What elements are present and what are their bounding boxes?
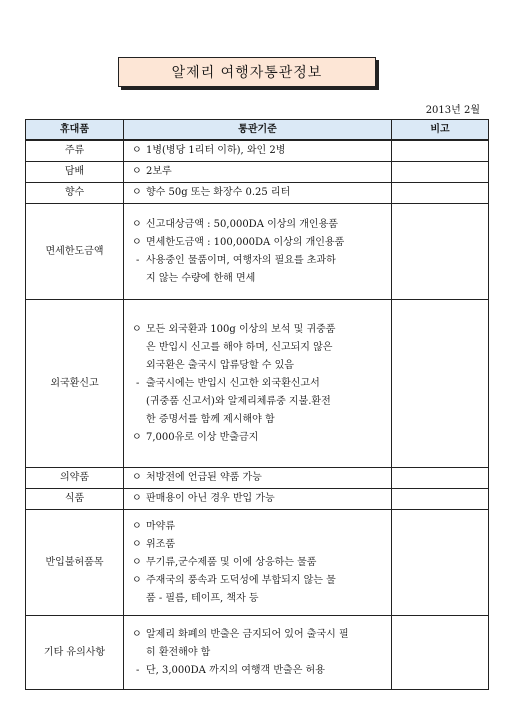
standard-line [130, 662, 387, 680]
standard-line [130, 590, 387, 608]
row-remarks [392, 140, 489, 162]
standard-line [130, 375, 387, 393]
standard-line [130, 554, 387, 572]
line-text: 한 증명서를 함께 제시해야 함 [146, 413, 275, 425]
row-remarks [392, 183, 489, 204]
row-category: 면세한도금액 [26, 204, 124, 300]
line-text: 모든 외국환과 100g 이상의 보석 및 귀중품 [146, 323, 336, 335]
bullet-marker: ㅇ [132, 218, 142, 230]
standard-line [130, 644, 387, 662]
row-category: 기타 유의사항 [26, 616, 124, 690]
row-category: 주류 [26, 140, 124, 162]
row-standard [124, 510, 392, 616]
standard-line [130, 393, 387, 411]
line-text: 판매용이 아닌 경우 반입 가능 [146, 493, 275, 504]
standard-line [130, 321, 387, 339]
line-text: 향수 50g 또는 화장수 0.25 리터 [146, 187, 291, 198]
document-title [118, 57, 376, 87]
line-text: 지 않는 수량에 한해 면세 [146, 272, 256, 284]
table-row [26, 616, 489, 690]
standard-line [130, 142, 387, 160]
bullet-marker: ㅇ [132, 538, 142, 550]
line-text: 2보루 [146, 166, 172, 177]
table-row [26, 183, 489, 204]
bullet-marker: ㅇ [132, 472, 142, 483]
bullet-marker: ㅇ [132, 556, 142, 568]
row-standard [124, 616, 392, 690]
table-row [26, 300, 489, 468]
row-remarks [392, 300, 489, 468]
line-text: 마약류 [146, 520, 175, 532]
row-remarks [392, 204, 489, 300]
standard-line [130, 184, 387, 202]
line-text: 사용중인 물품이며, 여행자의 필요를 초과하 [146, 254, 336, 266]
dash-marker: - [136, 254, 140, 266]
row-category: 식품 [26, 489, 124, 510]
dash-marker: - [136, 377, 140, 389]
standard-line [130, 252, 387, 270]
document-title-text: 알제리 여행자통관정보 [171, 65, 323, 81]
standard-line [130, 429, 387, 447]
line-text: 무기류,군수제품 및 이에 상응하는 물품 [146, 556, 317, 568]
row-standard [124, 204, 392, 300]
bullet-marker: ㅇ [132, 166, 142, 177]
row-category: 의약품 [26, 468, 124, 489]
bullet-marker: ㅇ [132, 431, 142, 443]
row-standard [124, 468, 392, 489]
row-category: 담배 [26, 162, 124, 183]
standard-line [130, 357, 387, 375]
standard-line [130, 163, 387, 181]
bullet-marker: ㅇ [132, 187, 142, 198]
row-category: 외국환신고 [26, 300, 124, 468]
dash-marker: - [136, 664, 140, 676]
bullet-marker: ㅇ [132, 236, 142, 248]
bullet-marker: ㅇ [132, 493, 142, 504]
standard-line [130, 469, 387, 487]
bullet-marker: ㅇ [132, 323, 142, 335]
standard-line [130, 339, 387, 357]
standard-line [130, 518, 387, 536]
line-text: 출국시에는 반입시 신고한 외국환신고서 [146, 377, 320, 389]
standard-line [130, 490, 387, 508]
line-text: 외국환은 출국시 압류당할 수 있음 [146, 359, 294, 371]
line-text: 신고대상금액 : 50,000DA 이상의 개인용품 [146, 218, 338, 230]
bullet-marker: ㅇ [132, 574, 142, 586]
standard-line [130, 626, 387, 644]
row-category: 향수 [26, 183, 124, 204]
table-body [26, 140, 489, 690]
table-row [26, 468, 489, 489]
row-standard [124, 183, 392, 204]
row-remarks [392, 468, 489, 489]
line-text: 품 - 필름, 테이프, 책자 등 [146, 592, 259, 604]
line-text: 주재국의 풍속과 도덕성에 부합되지 않는 물 [146, 574, 336, 586]
table-row [26, 510, 489, 616]
line-text: 면세한도금액 : 100,000DA 이상의 개인용품 [146, 236, 345, 248]
row-remarks [392, 489, 489, 510]
row-standard [124, 489, 392, 510]
row-standard [124, 140, 392, 162]
line-text: 알제리 화폐의 반출은 금지되어 있어 출국시 필 [146, 628, 349, 640]
table-row [26, 140, 489, 162]
header-remarks: 비고 [392, 120, 489, 141]
row-standard [124, 162, 392, 183]
row-remarks [392, 510, 489, 616]
bullet-marker: ㅇ [132, 145, 142, 156]
bullet-marker: ㅇ [132, 520, 142, 532]
standard-line [130, 411, 387, 429]
line-text: 1병(병당 1리터 이하), 와인 2병 [146, 145, 286, 156]
row-category: 반입불허품목 [26, 510, 124, 616]
table-header-row [26, 120, 489, 141]
line-text: (귀중품 신고서)와 알제리체류중 지불.환전 [146, 395, 331, 407]
line-text: 단, 3,000DA 까지의 여행객 반출은 허용 [146, 664, 325, 676]
line-text: 위조품 [146, 538, 175, 550]
standard-line [130, 234, 387, 252]
bullet-marker: ㅇ [132, 628, 142, 640]
standard-line [130, 536, 387, 554]
row-remarks [392, 162, 489, 183]
document-date: 2013년 2월 [425, 105, 480, 116]
header-standard: 통관기준 [124, 120, 392, 141]
line-text: 은 반입시 신고를 해야 하며, 신고되지 않은 [146, 341, 333, 353]
standard-line [130, 270, 387, 288]
standard-line [130, 216, 387, 234]
line-text: 7,000유로 이상 반출금지 [146, 431, 259, 443]
standard-line [130, 572, 387, 590]
table-row [26, 162, 489, 183]
line-text: 히 환전해야 함 [146, 646, 211, 658]
line-text: 처방전에 언급된 약품 가능 [146, 472, 262, 483]
row-standard [124, 300, 392, 468]
header-item: 휴대품 [26, 120, 124, 141]
table-row [26, 489, 489, 510]
table-row [26, 204, 489, 300]
row-remarks [392, 616, 489, 690]
customs-info-table [25, 119, 489, 690]
